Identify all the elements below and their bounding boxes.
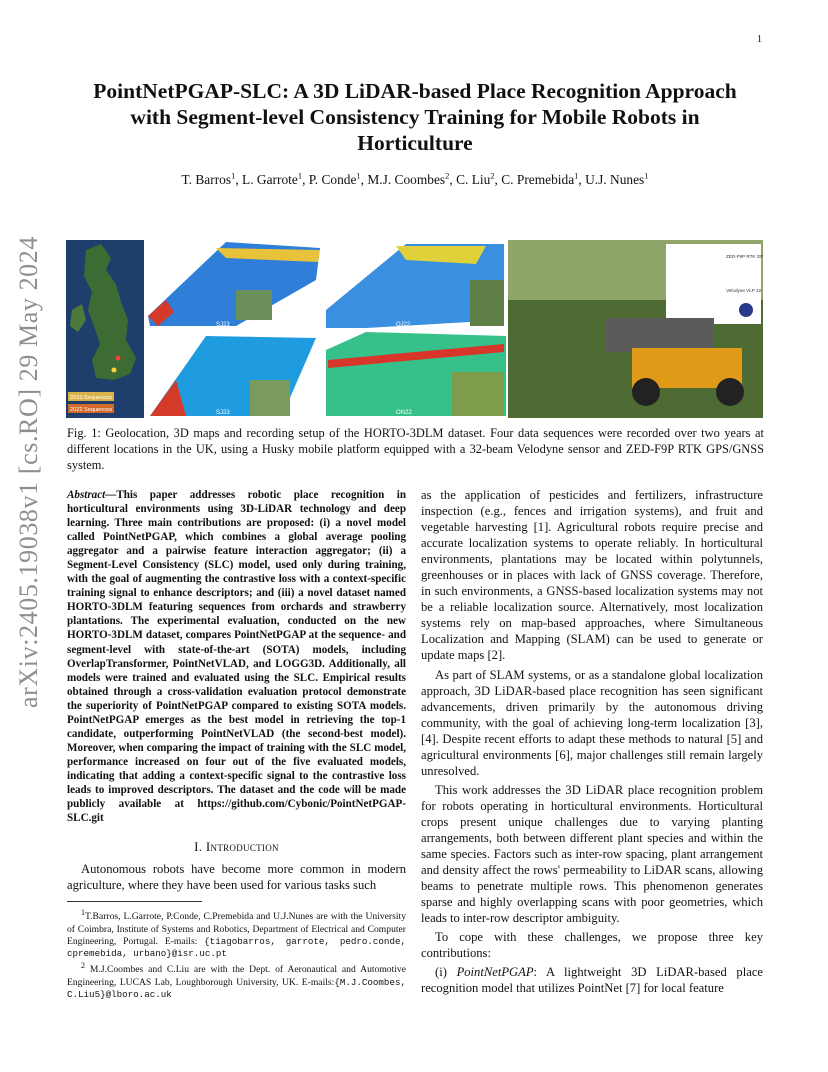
author: P. Conde$^1$, (308, 171, 368, 188)
arxiv-stamp: arXiv:2405.19038v1 [cs.RO] 29 May 2024 (14, 236, 43, 708)
panel-label-3: SJ23 (216, 410, 230, 416)
left-column (67, 488, 406, 1001)
footnote-rule (67, 901, 202, 902)
figure-1 (66, 240, 763, 418)
footnote-1-emails: {tiagobarros, garrote, pedro.conde, cpremebida, urbano}@isr.uc.pt (67, 935, 406, 960)
author: C. Premebida$^1$, (501, 171, 586, 188)
sensor-label-gps: ZED-F9P RTK GPS (726, 254, 763, 259)
right-column (421, 487, 763, 996)
footnote-2-emails: {M.J.Coombes, C.Liu5}@lboro.ac.uk (67, 976, 406, 1000)
abstract-text: This paper addresses robotic place recognition in horticultural environments using 3D-LiDAR technology and deep learning. Three main contributions are proposed: (i) a novel model called PointNetPGAP, which combines a global average pooling aggregator and a pairwise feature interaction aggregator; (ii) a Segment-Level Consistency (SLC) model, used only during training, with the goal of augmenting the contrastive loss with a context-specific training signal to enhance descriptors; and (iii) a novel dataset named HORTO-3DLM featuring sequences from orchards and strawberry plantations. The experimental evaluation, conducted on the new HORTO-3DLM dataset, compares PointNetPGAP at the sequence- and segment-level with state-of-the-art (SOTA) models, including OverlapTransformer, PointNetVLAD, and LOGG3D. Additionally, all models were trained and evaluated using the SLC. Empirical results obtained through a cross-validation evaluation protocol demonstrate the superiority of PointNetPGAP compared to existing SOTA models. PointNetPGAP emerges as the best model in retrieving the top-1 candidate, outperforming PointNetVLAD (the second-best model). Moreover, when comparing the impact of training with the SLC model, performance increased on four out of the five evaluated models, indicating that adding a context-specific signal to the contrastive loss leads to improved descriptors. The dataset and the code will be made publicly available at https://github.com/Cybonic/PointNetPGAP-SLC.git (67, 489, 406, 825)
pointcloud-panel-sj23 (146, 240, 322, 328)
author: C. Liu$^2$, (456, 171, 502, 188)
figure-caption: Fig. 1: Geolocation, 3D maps and recording setup of the HORTO-3DLM dataset. Four data sequences were recorded over two years at different locations in the UK, using a Husky mobile platform equipped with a 32-beam Velodyne sensor and ZED-F9P RTK GPS/GNSS system. (67, 426, 764, 472)
pointcloud-panel-oj22 (324, 240, 506, 328)
pointcloud-panel-sj23-b (146, 330, 322, 418)
paper-title: PointNetPGAP-SLC: A 3D LiDAR-based Place Recognition Approach with Segment-level Consistency Training for Mobile Robots in Horticulture (93, 79, 737, 155)
legend-2023: 2023 Sequences (70, 395, 112, 401)
author: U.J. Nunes$^1$ (585, 171, 649, 188)
sensor-label-lidar: Velodyne VLP 32 (726, 288, 762, 293)
figure-1-image (66, 240, 763, 418)
author-list (80, 171, 750, 188)
panel-label-2: OJ22 (396, 322, 411, 328)
uk-map-panel (66, 240, 144, 418)
panel-label-1: SJ23 (216, 322, 230, 328)
author: T. Barros$^1$, (181, 171, 243, 188)
right-paragraph-2: As part of SLAM systems, or as a standalone global localization approach, 3D LiDAR-based place recognition has seen significant advancements, driven primarily by the autonomous driving community, with the goal of achieving long-term localization [3], [4]. Despite recent efforts to adapt these methods to natural [5] and agricultural environments [6], major challenges still remain largely unresolved. (421, 667, 763, 778)
right-paragraph-5: (i) PointNetPGAP: A lightweight 3D LiDAR-based place recognition model that utilizes PointNet [7] for local feature (421, 965, 763, 996)
author: L. Garrote$^1$, (242, 171, 309, 188)
page-number: 1 (757, 34, 762, 45)
author: M.J. Coombes$^2$, (367, 171, 457, 188)
footnote-2: $^2$ M.J.Coombes and C.Liu are with the Dept. of Aeronautical and Automotive Engineering, LUCAS Lab, Loughborough University, UK. E-mails:{M.J.Coombes, C.Liu5}@lboro.ac.uk (67, 961, 406, 1000)
pointnetpgap-emphasis: PointNetPGAP (456, 965, 534, 980)
legend-2022: 2022 Sequences (70, 407, 112, 413)
right-paragraph-3: This work addresses the 3D LiDAR place recognition problem for robots operating in horticultural environments. Horticultural crops present unique challenges due to varying planting arrangements, both between different plant species and within the same species. Factors such as inter-row spacing, plant arrangement and density affect the rows' permeability to LiDAR scans, allowing beams to penetrate multiple rows. This phenomenon generates sparse and highly overlapping scans with poor geometries, which leads to inter-row descriptor ambiguity. (421, 782, 763, 926)
footnote-1: $^1$T.Barros, L.Garrote, P.Conde, C.Premebida and U.J.Nunes are with the University of Coimbra, Institute of Systems and Robotics, Department of Electrical and Computer Engineering, Portugal. E-mails: {tiagobarros, garrote, pedro.conde, cpremebida, urbano}@isr.uc.pt (67, 908, 406, 960)
section-heading-introduction: I. Introduction (194, 839, 279, 855)
right-paragraph-1: as the application of pesticides and fertilizers, infrastructure inspection (e.g., fences and irrigation systems), and fruit and vegetable harvesting [1]. Agricultural robots require precise and accurate localization systems to operate reliably. In horticultural environments, plantations may be located within polytunnels, greenhouses or in places with lack of GNSS coverage. Therefore, in such environments, a GNSS-based localization systems may not be a reliable localization source. Alternatively, most localization systems rely on map-based approaches, where Simultaneous Localization and Mapping (SLAM) can be used to generate or update maps [2]. (421, 488, 763, 663)
panel-label-4: ON22 (396, 410, 412, 416)
robot-photo-panel (508, 240, 763, 418)
abstract-label: Abstract— (67, 489, 117, 501)
right-paragraph-4: To cope with these challenges, we propose three key contributions: (421, 930, 763, 961)
intro-paragraph-1: Autonomous robots have become more common in modern agriculture, where they have been used for various tasks such (67, 862, 406, 893)
abstract (67, 488, 406, 825)
pointcloud-panel-on22 (324, 330, 506, 418)
